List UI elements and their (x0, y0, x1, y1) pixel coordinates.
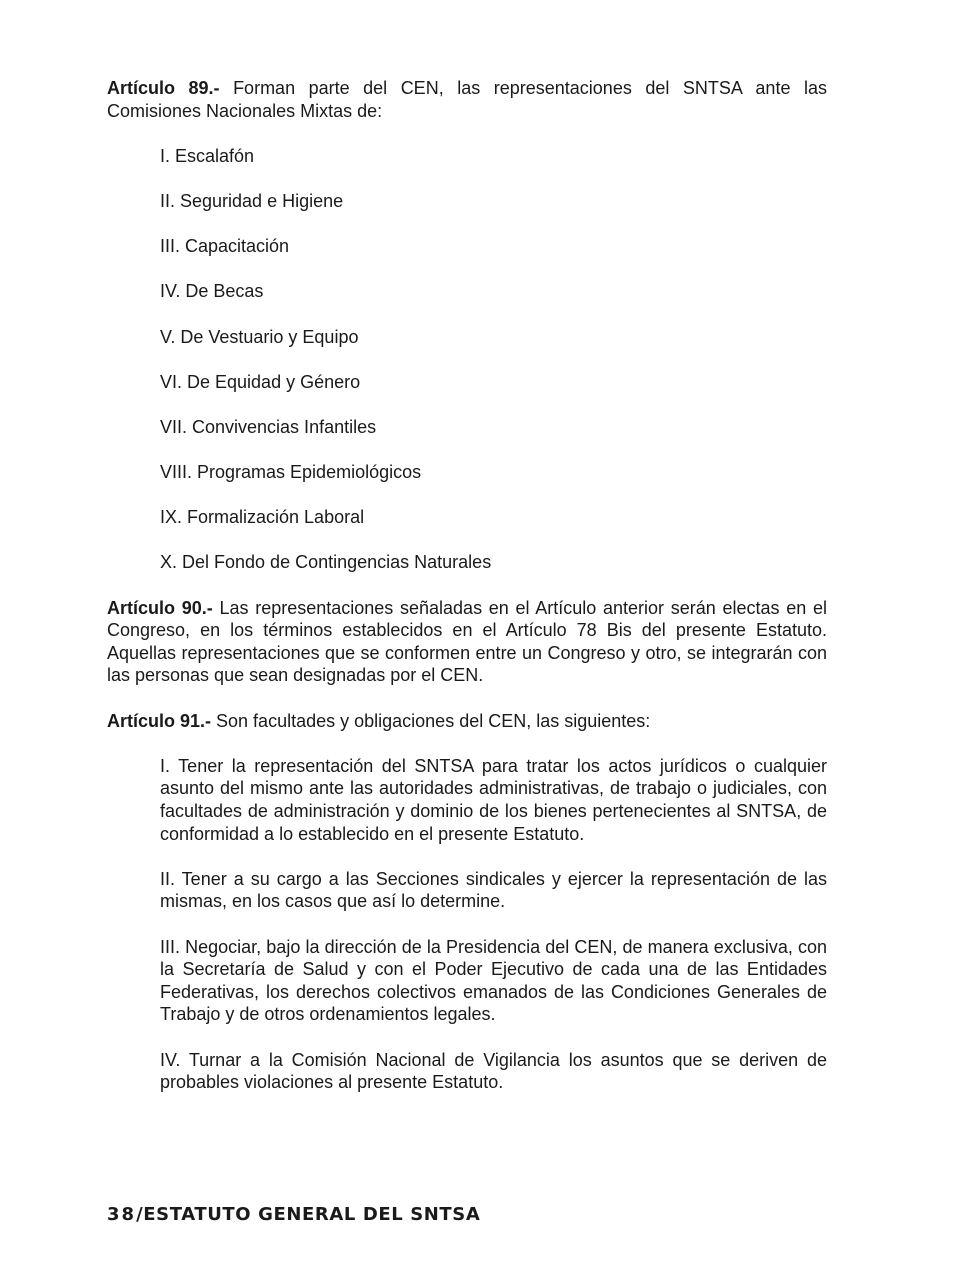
article-90-text: Las representaciones señaladas en el Artículo anterior serán electas en el Congreso, en los términos establecidos en el Artículo 78 Bis del presente Estatuto. Aquellas representaciones que se conformen entre un Congreso y otro, se integrarán con las personas que sean designadas por el CEN. (107, 597, 827, 686)
list-item: VII. Convivencias Infantiles (160, 416, 377, 437)
article-90-label: Artículo 90.- (107, 597, 213, 618)
article-91 (107, 710, 827, 733)
list-item: III. Negociar, bajo la dirección de la Presidencia del CEN, de manera exclusiva, con la Secretaría de Salud y con el Poder Ejecutivo de cada una de las Entidades Federativas, los derechos colectivos emanados de las Condiciones Generales de Trabajo y de otros ordenamientos legales. (160, 936, 827, 1025)
list-item: VI. De Equidad y Género (160, 371, 361, 392)
list-item: VIII. Programas Epidemiológicos (160, 462, 422, 483)
article-89-text: Forman parte del CEN, las representaciones del SNTSA ante las Comisiones Nacionales Mixtas de: (107, 78, 827, 121)
list-item: I. Tener la representación del SNTSA para tratar los actos jurídicos o cualquier asunto del mismo ante las autoridades administrativas, de trabajo o judiciales, con facultades de administración y dominio de los bienes pertenecientes al SNTSA, de conformidad a lo establecido en el presente Estatuto. (160, 755, 827, 844)
footer-separator: / (136, 1204, 144, 1225)
list-item: V. De Vestuario y Equipo (160, 326, 359, 347)
list-item: II. Tener a su cargo a las Secciones sindicales y ejercer la representación de las mismas, en los casos que así lo determine. (160, 868, 827, 912)
article-91-list (107, 755, 827, 1094)
list-item: II. Seguridad e Higiene (160, 190, 344, 211)
article-89-label: Artículo 89.- (107, 78, 220, 98)
list-item: IV. Turnar a la Comisión Nacional de Vigilancia los asuntos que se deriven de probables violaciones al presente Estatuto. (160, 1049, 827, 1093)
list-item: IV. De Becas (160, 281, 264, 302)
list-item: III. Capacitación (160, 236, 290, 257)
article-89-list (107, 145, 827, 574)
footer-title: ESTATUTO GENERAL DEL SNTSA (143, 1204, 481, 1225)
list-item: IX. Formalización Laboral (160, 507, 365, 528)
page-footer (107, 1204, 480, 1225)
page-number: 38 (107, 1204, 137, 1225)
article-89 (107, 77, 827, 122)
article-91-text: Son facultades y obligaciones del CEN, las siguientes: (211, 710, 651, 731)
list-item: I. Escalafón (160, 145, 255, 166)
document-body (107, 77, 827, 1116)
list-item: X. Del Fondo de Contingencias Naturales (160, 552, 492, 573)
article-91-label: Artículo 91.- (107, 710, 212, 731)
article-90 (107, 597, 827, 687)
